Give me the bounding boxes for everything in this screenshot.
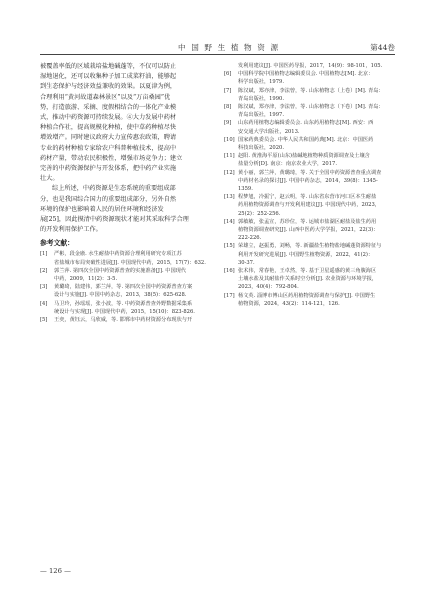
body-paragraph-1 [40, 62, 215, 184]
reference-number: [10] [224, 136, 235, 143]
reference-number: [7] [224, 87, 232, 94]
text-line: 势，打造旅游、采摘、度假相结合的一体化产业模 [40, 103, 177, 111]
reference-number: [15] [224, 243, 235, 250]
reference-number: [3] [40, 284, 48, 291]
reference-line: 25(2)：252-256. [238, 210, 281, 217]
text-line: 药材产量，带动农民积极性，增强市场竞争力；建立 [40, 154, 183, 162]
reference-line: 设计与实施[J]. 中国中药杂志，2013，38(5)：625-628. [54, 292, 187, 299]
page-number: — 126 — [40, 567, 71, 575]
reference-number: [13] [224, 194, 235, 201]
volume-label: 第44卷 [370, 43, 395, 52]
reference-line: 青岛出版社，1990. [238, 95, 284, 102]
reference-line: 陈汉斌，郑亦津，李法曾，等. 山东植物志（下卷）[M]. 青岛： [238, 104, 384, 111]
reference-item [224, 136, 395, 152]
reference-line: 科技出版社，2020. [238, 145, 284, 152]
reference-line: 药用植物资源调查与开发利用建议[J]. 中国现代中药，2023， [238, 202, 380, 209]
reference-number: [14] [224, 218, 235, 225]
right-column [224, 62, 395, 308]
reference-line: 黄小丽，郭兰萍，黄璐琦，等. 关于全国中药资源普查重点调查 [238, 169, 382, 176]
reference-item [40, 250, 215, 266]
reference-item [224, 103, 395, 119]
reference-line: 2023，40(4)：792-804. [238, 284, 299, 291]
reference-item [224, 169, 395, 194]
reference-line: 222-226. [238, 235, 262, 242]
reference-line: 荣雄立，赵振勇，刘畅，等. 新疆盐生植物盐地碱蓬资源特征与 [238, 243, 382, 250]
reference-item [224, 267, 395, 292]
text-line: 分，也是我国综合国力的重要组成部分，另外自然 [40, 195, 177, 203]
reference-item [224, 119, 395, 135]
reference-line: 省盐城市布局突破性进展[J]. 中国现代中药，2015，17(7)：632. [54, 259, 206, 266]
reference-number: [17] [224, 292, 235, 299]
reference-item [40, 283, 215, 299]
reference-line: 中国科学院中国植物志编辑委员会. 中国植物志[M]. 北京： [238, 71, 374, 78]
reference-line: 青岛出版社，1997. [238, 112, 284, 119]
reference-line: 张术伟，常春艳，王卓然，等. 基于卫星遥感的黄三角腹海区 [238, 268, 377, 275]
body-paragraph-2 [40, 184, 215, 235]
reference-line: 30-37. [238, 259, 255, 266]
reference-line: 郭敏敏，张孟宣，苏珍位，等. 运城市盐湖区耐盐及盐生药用 [238, 218, 377, 225]
text-line: 专业的药材种植专家给农户科普种植技术，提高中 [40, 144, 177, 152]
text-line: 环境的保护也影响着人民的居住环境和经济发 [40, 205, 164, 213]
text-line: 到生态保护与经济效益兼收的效果。以夏津为例， [40, 83, 177, 91]
reference-line: 1359. [238, 186, 253, 193]
reference-line: 山东药用植物志编辑委员会. 山东药用植物志[M]. 西安：西 [238, 120, 374, 127]
reference-number: [2] [40, 267, 48, 274]
reference-item [224, 242, 395, 267]
reference-line: 国家药典委员会. 中华人民共和国药典[M]. 北京：中国医药 [238, 136, 374, 143]
reference-line: 马卫玲，孙瑶瑶，张小波，等. 中药资源普查外野数据采集系 [54, 300, 193, 307]
reference-line: 程梦旭，冷振宁，赵云明，等. 山东省东营市河口区本生耐盐 [238, 194, 377, 201]
running-header [40, 42, 395, 55]
reference-item [224, 193, 395, 218]
text-line: 综上所述，中药资源是生态系统的重要组成部 [52, 185, 176, 193]
text-line: 合理利用“黄河故道森林景区”以及“万亩桑园”优 [40, 93, 171, 101]
reference-item [40, 300, 215, 316]
text-line: 展[25]，因此摸清中药资源现状才能对其采取科学合理 [40, 216, 189, 224]
reference-item [40, 316, 215, 324]
reference-item [224, 292, 395, 308]
reference-line: 严彬，段金廒. 水生耐盐中药资源合理利用研究专项江苏 [54, 251, 182, 258]
reference-number: [11] [224, 153, 235, 160]
reference-number: [5] [40, 317, 48, 324]
reference-number: [16] [224, 268, 235, 275]
reference-line: 统设计与实现[J]. 中国现代中药，2015，15(10)：823-826. [54, 308, 195, 315]
reference-line: 郭兰萍. 第四次全国中药资源普查的实施准备[J]. 中国现代 [54, 267, 187, 274]
reference-line: 王奕，黄钰云，马欣威，等. 邯郸市中药材资源分布现状与开 [54, 317, 193, 324]
reference-line: 盐量分析[D]. 南京：南京农业大学，2017. [238, 161, 337, 168]
text-line: 式，推动中药资源可持续发展。④大力发展中药材 [40, 114, 177, 122]
text-line: 被覆盖率低的区域栽培盐地碱蓬等，不仅可以防止 [40, 63, 177, 70]
text-line: 种植合作社，提高规模化种植，使中草药种植尽快 [40, 124, 177, 132]
reference-line: 利用开发研究进展[J]. 中国野生植物资源，2022，41(2)： [238, 251, 374, 258]
reference-item [40, 267, 215, 283]
text-line: 湿地退化，还可以收集种子加工成菜籽油，能够起 [40, 73, 177, 81]
reference-number: [4] [40, 300, 48, 307]
reference-line: 中药，2009，11(2)：3-5. [54, 276, 118, 283]
text-line: 的开发利用保护工作。 [40, 226, 102, 234]
reference-line: 土壤水盐及其耐盐作关系时空分析[J]. 农业资源与环境学报， [238, 276, 378, 283]
reference-line: 安交通大学出版社，2013. [238, 128, 300, 135]
reference-line: 赵阳. 黄淮海平原(山东)盐碱地植物种质资源调查及土壤含 [238, 153, 370, 160]
reference-item [224, 218, 395, 243]
reference-number: [1] [40, 251, 48, 258]
journal-title: 中 国 野 生 植 物 资 源 [178, 43, 280, 52]
reference-number: [9] [224, 120, 232, 127]
reference-number: [8] [224, 104, 232, 111]
reference-line: 陈汉斌，郑亦津，李法曾，等. 山东植物志（上卷）[M]. 青岛： [238, 87, 384, 94]
text-line: 增效增产。同时建议政府大力宣传惠农政策，聘请 [40, 134, 177, 142]
reference-line: 黄璐琦，陆建伟，郭兰萍，等. 第四次全国中药资源普查方案 [54, 284, 193, 291]
reference-item [224, 152, 395, 168]
reference-line: 发利用建议[J]. 中国医药导报，2017，14(9)：98-101，105. [238, 63, 383, 69]
reference-number: [6] [224, 71, 232, 78]
reference-line: 杨文英. 淄博市博山区药用植物资源调查与保护[J]. 中国野生 [238, 292, 376, 299]
text-line: 完善的中药资源保护与开发体系，把中药产业实施 [40, 165, 177, 173]
reference-item [224, 70, 395, 86]
reference-item [224, 87, 395, 103]
reference-number: [12] [224, 169, 235, 176]
reference-line: 中药材名录的探讨[J]. 中国中药杂志，2014，39(8)：1345- [238, 177, 378, 184]
text-line: 壮大。 [40, 175, 59, 183]
references-heading: 参考文献： [40, 239, 74, 248]
left-column [40, 62, 215, 324]
reference-line: 科学出版社，1979. [238, 79, 284, 86]
reference-item [224, 62, 395, 70]
reference-line: 植物资源调查研究[J]. 山西中医药大学学报，2021，22(3)： [238, 227, 379, 234]
reference-line: 植物资源，2024，43(2)：114-121，126. [238, 300, 340, 307]
